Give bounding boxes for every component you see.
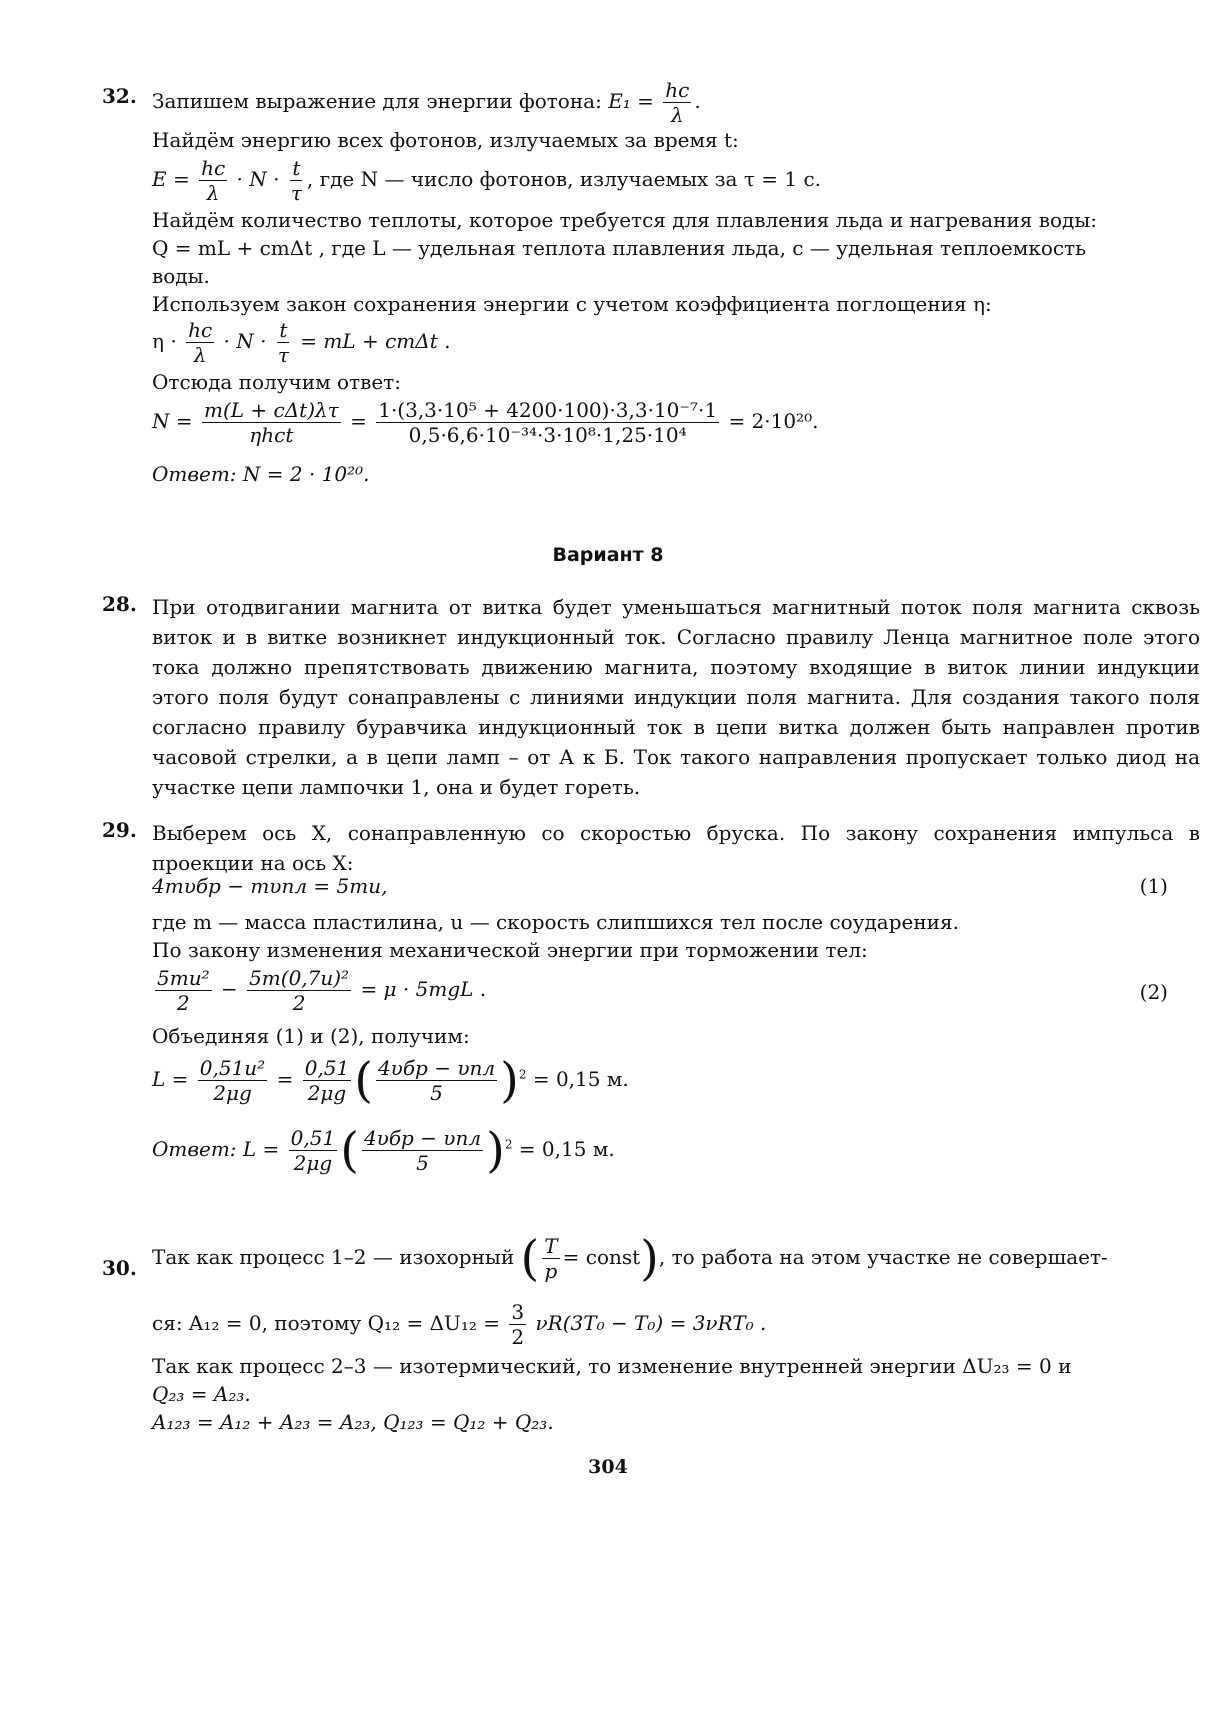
L-result: = 0,15 м.	[532, 1067, 629, 1091]
problem-29-intro: Выберем ось X, сонаправленную со скоростью бруска. По закону сохранения импульса в проекции на ось X:	[152, 821, 1200, 875]
p30-line2-post: νR(3T₀ − T₀) = 3νRT₀ .	[535, 1311, 767, 1335]
cons-f2-den: τ	[277, 343, 289, 367]
heat-line: Найдём количество теплоты, которое требуется для плавления льда и нагревания воды:	[152, 208, 1097, 232]
e1-denominator: λ	[671, 103, 684, 127]
E-f1-num: hc	[201, 156, 226, 180]
p30-fraction	[542, 1234, 559, 1283]
A-open-paren: (	[340, 1122, 359, 1179]
e1-lhs: E₁ =	[608, 89, 654, 113]
p30-line-1	[152, 1230, 1108, 1287]
eq2-f2-num: 5m(0,7u)²	[249, 966, 350, 990]
L-formula	[152, 1052, 629, 1109]
cons-f1-den: λ	[193, 343, 207, 367]
cons-f1-num: hc	[188, 318, 213, 342]
L-open-paren: (	[354, 1052, 373, 1109]
e1-end: .	[694, 89, 701, 113]
eq2-f1-den: 2	[176, 991, 190, 1015]
L-f3-den: 5	[430, 1081, 443, 1105]
L-lhs: L =	[152, 1067, 189, 1091]
A-power: 2	[504, 1137, 513, 1152]
answer-29	[152, 1122, 615, 1179]
page-number: 304	[588, 1456, 628, 1478]
answer-29-fraction-2	[362, 1126, 483, 1175]
N-f2-num: 1·(3,3·10⁵ + 4200·100)·3,3·10⁻⁷·1	[378, 398, 718, 422]
cons-fraction-2	[276, 318, 291, 367]
N-lhs: N =	[152, 409, 193, 433]
conservation-line: Используем закон сохранения энергии с учетом коэффициента поглощения η:	[152, 292, 992, 316]
cons-tail: = mL + cmΔt .	[300, 329, 451, 353]
p30-close-paren: )	[640, 1230, 659, 1287]
E-f2-den: τ	[290, 181, 302, 205]
L-fraction-1	[198, 1056, 267, 1105]
answer-29-lhs: L =	[242, 1137, 280, 1161]
combine-line: Объединяя (1) и (2), получим:	[152, 1024, 470, 1048]
heat-formula: Q = mL + cmΔt , где L — удельная теплота плавления льда, c — удельная теплоемкость	[152, 236, 1087, 260]
eq2-f2-den: 2	[292, 991, 306, 1015]
equation-2-number: (2)	[1139, 980, 1168, 1004]
problem-28-text: При отодвигании магнита от витка будет уменьшаться магнитный поток поля магнита сквозь виток и в витке возникнет индукционный ток. Согласно правилу Ленца магнитное поле этого тока должно препятствовать движению магнита, поэтому входящие в виток линии индукции этого поля будут сонаправлены с линиями индукции поля магнита. Для создания такого поля согласно правилу буравчика индукционный ток в цепи витка должен быть направлен против часовой стрелки, а в цепи ламп – от А к Б. Ток такого направления пропускает только диод на участке цепи лампочки 1, она и будет гореть.	[152, 595, 1200, 799]
energy-law-line: По закону изменения механической энергии при торможении тел:	[152, 938, 868, 962]
N-result: = 2·10²⁰.	[728, 409, 819, 433]
p30-line2-fraction	[509, 1300, 526, 1349]
eq2-minus: −	[220, 977, 238, 1001]
E-mid: · N ·	[236, 167, 280, 191]
L-f1-num: 0,51u²	[199, 1056, 266, 1080]
N-f1-den: ηhct	[249, 423, 294, 447]
where-line: где m — масса пластилина, u — скорость слипшихся тел после соударения.	[152, 910, 959, 934]
L-close-paren: )	[500, 1052, 519, 1109]
cons-fraction-1	[186, 318, 214, 367]
L-f2-den: 2μg	[307, 1081, 347, 1105]
problem-30-number: 30.	[102, 1256, 137, 1280]
E-lhs: E =	[152, 167, 190, 191]
E-f1-den: λ	[206, 181, 220, 205]
L-f1-den: 2μg	[213, 1081, 252, 1105]
p30-open-paren: (	[520, 1230, 540, 1287]
eq2-fraction-2	[247, 966, 351, 1015]
from-here-line: Отсюда получим ответ:	[152, 370, 401, 394]
p30-l2-den: 2	[511, 1325, 525, 1349]
total-energy-formula	[152, 156, 821, 205]
cons-pre: η ·	[152, 329, 177, 353]
L-f3-num: 4υбр − υпл	[377, 1056, 496, 1080]
p30-l2-num: 3	[511, 1300, 525, 1324]
eq2-tail: = μ · 5mgL .	[360, 977, 487, 1001]
p30-line-5: A₁₂₃ = A₁₂ + A₂₃ = A₂₃, Q₁₂₃ = Q₁₂ + Q₂₃.	[152, 1410, 554, 1434]
e1-fraction	[663, 78, 691, 127]
p30-f-num: T	[544, 1234, 558, 1258]
photon-energy-line	[152, 78, 701, 127]
answer-29-label: Ответ:	[152, 1137, 237, 1161]
equation-1: 4mυбр − mυпл = 5mu,	[152, 874, 388, 898]
N-fraction-1	[202, 398, 341, 447]
A-f1-num: 0,51	[290, 1126, 336, 1150]
find-energy-line: Найдём энергию всех фотонов, излучаемых за время t:	[152, 128, 739, 152]
L-f2-num: 0,51	[304, 1056, 350, 1080]
L-eq: =	[276, 1067, 294, 1091]
answer-32-value: N = 2 · 10²⁰.	[242, 462, 370, 486]
p30-line1-post: , то работа на этом участке не совершает-	[658, 1245, 1108, 1269]
photon-energy-intro: Запишем выражение для энергии фотона:	[152, 89, 602, 113]
N-fraction-2	[376, 398, 719, 447]
N-formula	[152, 398, 818, 447]
equation-2	[152, 966, 486, 1015]
answer-29-result: = 0,15 м.	[518, 1137, 615, 1161]
answer-32	[152, 462, 370, 486]
N-f1-num: m(L + cΔt)λτ	[203, 398, 339, 422]
variant-heading: Вариант 8	[552, 544, 664, 566]
E-tail: , где N — число фотонов, излучаемых за τ = 1 с.	[306, 167, 821, 191]
p30-line2-pre: ся: A₁₂ = 0, поэтому Q₁₂ = ΔU₁₂ =	[152, 1311, 501, 1335]
equation-1-number: (1)	[1139, 874, 1168, 898]
E-fraction-2	[289, 156, 304, 205]
p30-line-3: Так как процесс 2–3 — изотермический, то изменение внутренней энергии ΔU₂₃ = 0 и	[152, 1354, 1072, 1378]
A-close-paren: )	[486, 1122, 505, 1179]
A-f1-den: 2μg	[293, 1151, 333, 1175]
A-f2-num: 4υбр − υпл	[363, 1126, 482, 1150]
L-fraction-3	[376, 1056, 497, 1105]
cons-f2-num: t	[279, 318, 288, 342]
N-eq: =	[350, 409, 367, 433]
problem-32-number: 32.	[102, 84, 137, 108]
answer-29-fraction-1	[289, 1126, 338, 1175]
answer-32-label: Ответ:	[152, 462, 237, 486]
conservation-formula	[152, 318, 450, 367]
cons-mid: · N ·	[223, 329, 267, 353]
E-f2-num: t	[292, 156, 301, 180]
heat-end: воды.	[152, 264, 210, 288]
eq2-fraction-1	[155, 966, 212, 1015]
e1-numerator: hc	[665, 78, 690, 102]
E-fraction-1	[199, 156, 227, 205]
p30-line-4: Q₂₃ = A₂₃.	[152, 1382, 251, 1406]
p30-line1-pre: Так как процесс 1–2 — изохорный	[152, 1245, 515, 1269]
p30-f-den: p	[544, 1259, 558, 1283]
N-f2-den: 0,5·6,6·10⁻³⁴·3·10⁸·1,25·10⁴	[408, 423, 687, 447]
problem-28-number: 28.	[102, 592, 137, 616]
L-power: 2	[518, 1067, 527, 1082]
p30-const: = const	[562, 1245, 641, 1269]
problem-29-number: 29.	[102, 818, 137, 842]
p30-line-2	[152, 1300, 766, 1349]
eq2-f1-num: 5mu²	[157, 966, 210, 990]
A-f2-den: 5	[416, 1151, 429, 1175]
L-fraction-2	[303, 1056, 352, 1105]
